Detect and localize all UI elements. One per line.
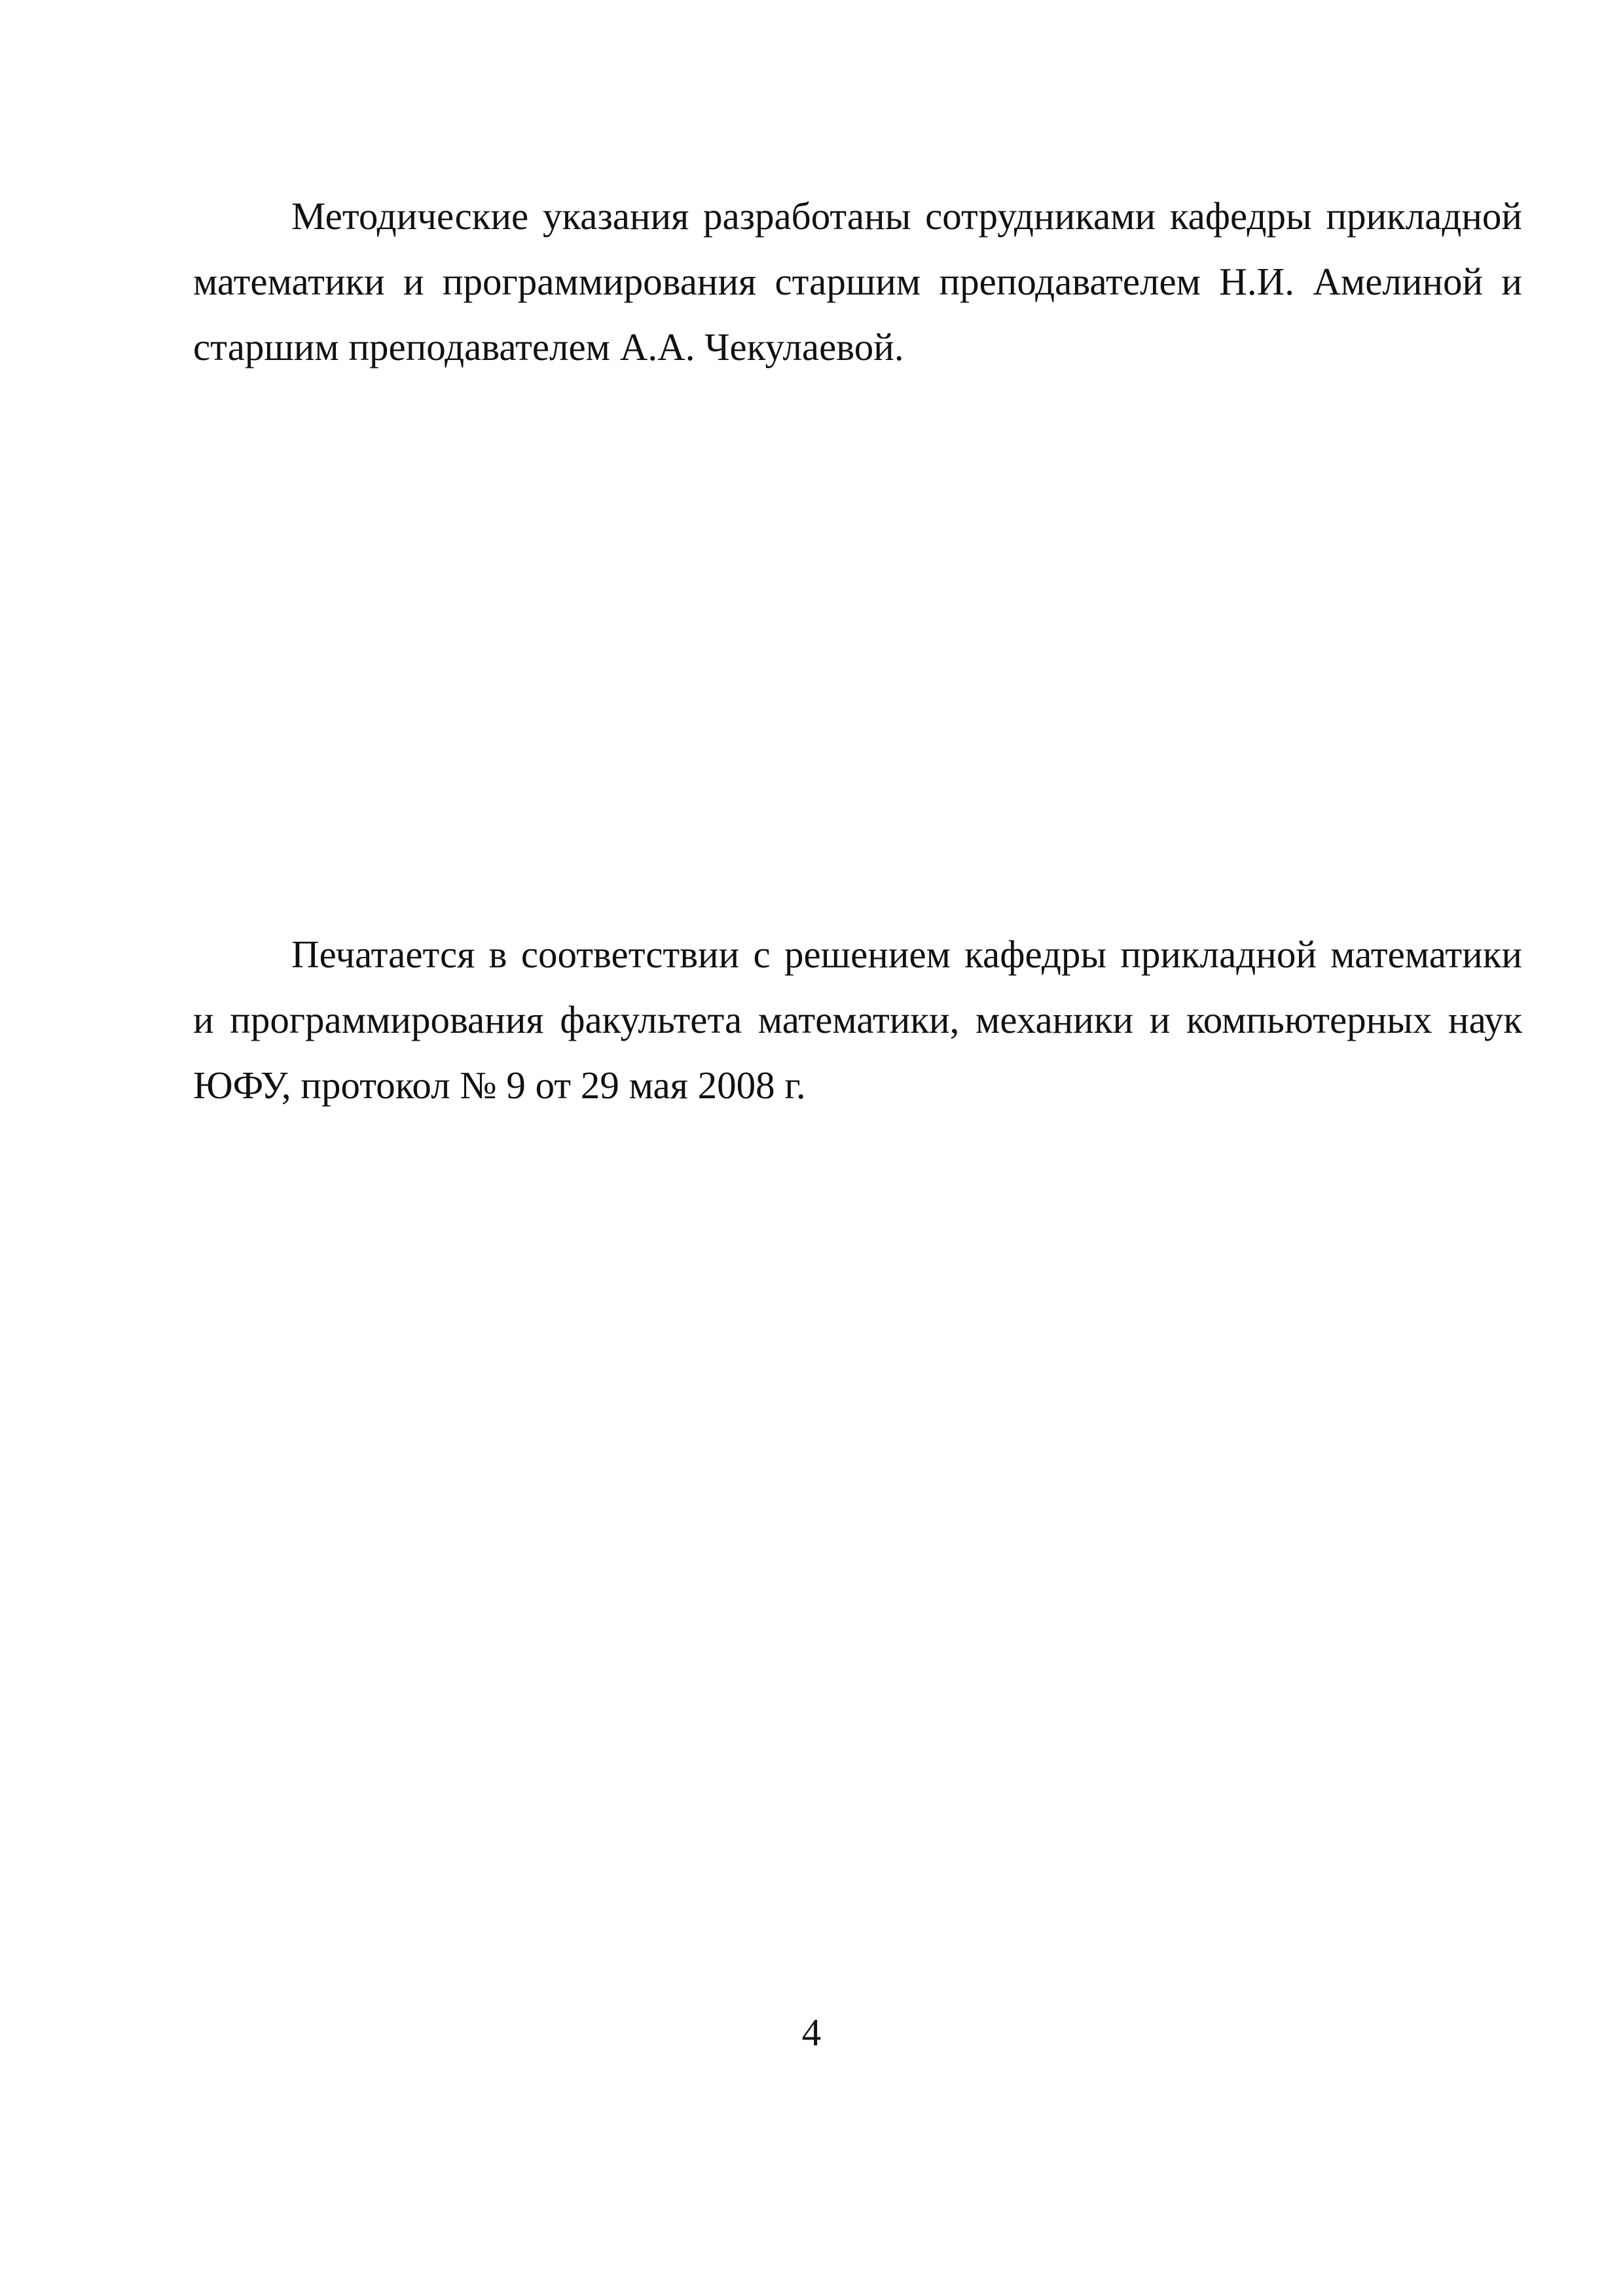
approval-paragraph: Печатается в соответствии с решением кафедры прикладной математики и программирования факультета математики, механики и компьютерных наук ЮФУ, протокол № 9 от 29 мая 2008 г. [193, 933, 1522, 1107]
authors-paragraph: Методические указания разработаны сотрудниками кафедры прикладной математики и программирования старшим преподавателем Н.И. Амелиной и старшим преподавателем А.А. Чекулаевой. [193, 194, 1522, 368]
page-number: 4 [801, 2011, 822, 2054]
